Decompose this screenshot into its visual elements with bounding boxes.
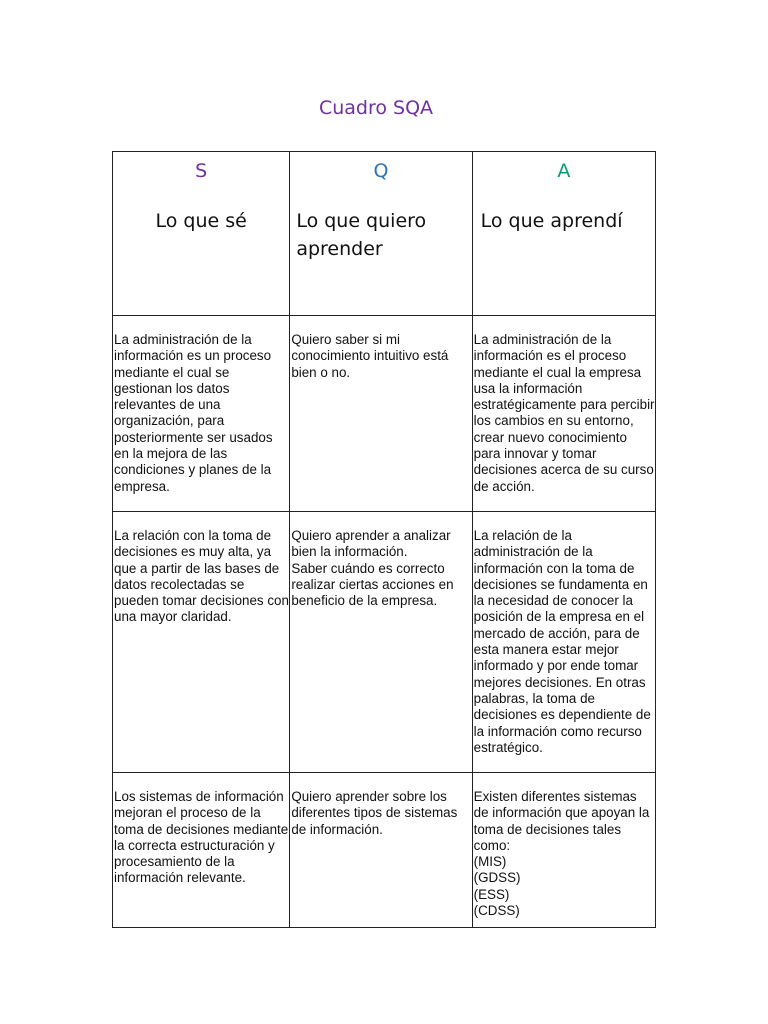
table-cell-s — [113, 512, 290, 773]
cell-text: Quiero saber si mi conocimiento intuitivo está bien o no. — [291, 332, 449, 380]
column-letter-s: S — [195, 160, 208, 182]
cell-text: Quiero aprender sobre los diferentes tipos de sistemas de información. — [291, 789, 458, 837]
header-cell-s — [113, 152, 290, 316]
header-cell-q — [290, 152, 472, 316]
column-letter-a: A — [557, 160, 571, 182]
table-row — [113, 773, 656, 928]
sqa-table — [112, 151, 656, 928]
table-row — [113, 512, 656, 773]
column-letter-q: Q — [373, 160, 389, 182]
cell-text: La relación de la administración de la información con la toma de decisiones se fundamenta en la necesidad de conocer la posición de la empresa en el mercado de acción, para de esta manera estar mejor informado y por ende tomar mejores decisiones. En otras palabras, la toma de decisiones es dependiente de la información como recurso estratégico. — [473, 528, 651, 755]
table-cell-a — [472, 512, 655, 773]
column-heading-a: Lo que aprendí — [480, 210, 623, 232]
table-cell-q — [290, 512, 472, 773]
cell-text: La administración de la información es el proceso mediante el cual la empresa usa la información estratégicamente para percibir los cambios en su entorno, crear nuevo conocimiento para innovar y tomar decisiones acerca de su curso de acción. — [473, 332, 655, 494]
table-cell-s — [113, 316, 290, 512]
cell-text: Existen diferentes sistemas de información que apoyan la toma de decisiones tales como: (MIS) (GDSS) (ESS) (CDSS) — [473, 789, 650, 919]
cell-text: La administración de la información es un proceso mediante el cual se gestionan los datos relevantes de una organización, para posteriormente ser usados en la mejora de las condiciones y planes de la empresa. — [114, 332, 273, 494]
table-cell-a — [472, 773, 655, 928]
column-heading-s: Lo que sé — [155, 210, 247, 232]
table-cell-q — [290, 773, 472, 928]
cell-text: Los sistemas de información mejoran el proceso de la toma de decisiones mediante la correcta estructuración y procesamiento de la información relevante. — [114, 789, 289, 886]
table-row — [113, 316, 656, 512]
table-cell-s — [113, 773, 290, 928]
document-title: Cuadro SQA — [318, 97, 434, 119]
column-heading-q: Lo que quiero aprender — [296, 210, 427, 260]
cell-text: La relación con la toma de decisiones es muy alta, ya que a partir de las bases de datos recolectadas se pueden tomar decisiones con una mayor claridad. — [114, 528, 289, 625]
header-cell-a — [472, 152, 655, 316]
table-cell-a — [472, 316, 655, 512]
cell-text: Quiero aprender a analizar bien la información. Saber cuándo es correcto realizar ciertas acciones en beneficio de la empresa. — [291, 528, 454, 609]
header-row — [113, 152, 656, 316]
table-cell-q — [290, 316, 472, 512]
